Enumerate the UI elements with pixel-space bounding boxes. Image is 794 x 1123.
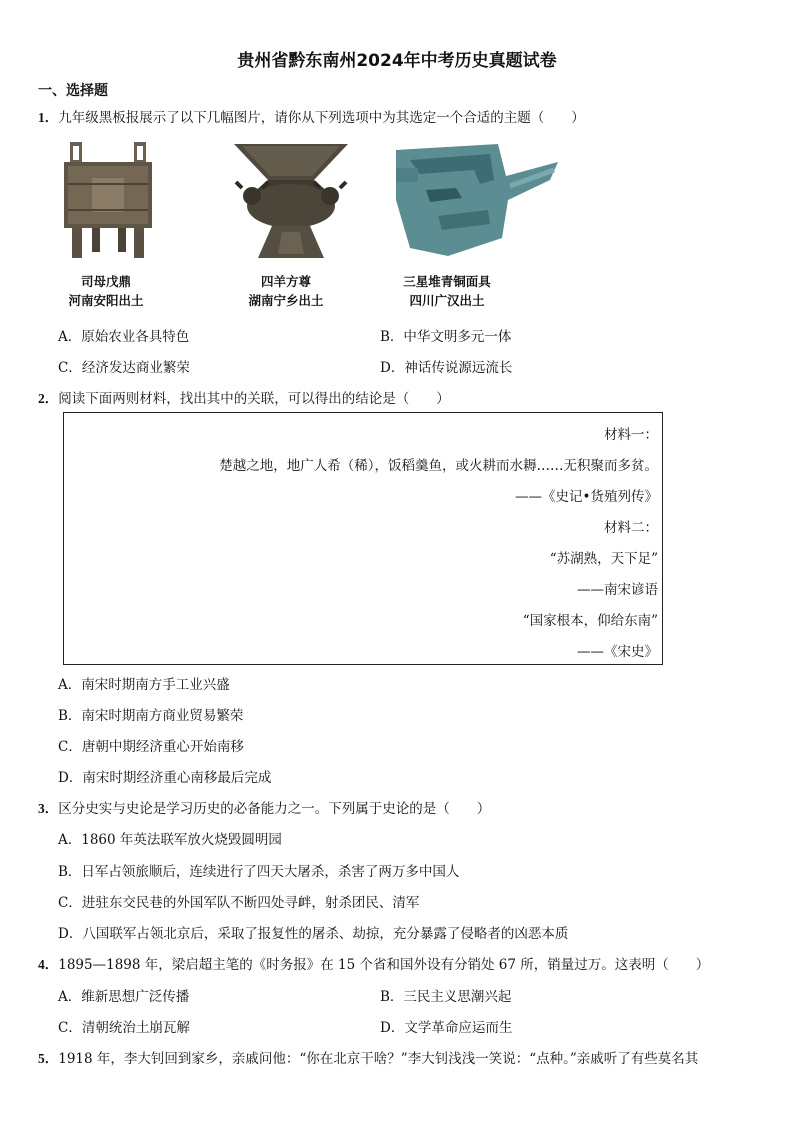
option-d[interactable]: D．八国联军占领北京后，采取了报复性的屠杀、劫掠，充分暴露了侵略者的凶恶本质 <box>58 926 569 942</box>
material-label: 材料一： <box>604 427 658 443</box>
option-d[interactable]: D．文学革命应运而生 <box>380 1020 513 1036</box>
question-number: 2． <box>38 391 59 406</box>
material-quote: “苏湖熟，天下足” <box>549 551 658 567</box>
option-c[interactable]: C．清朝统治土崩瓦解 <box>58 1020 190 1036</box>
figure-caption <box>211 272 361 310</box>
option-c[interactable]: C．唐朝中期经济重心开始南移 <box>58 739 244 755</box>
option-c[interactable]: C．经济发达商业繁荣 <box>58 360 190 376</box>
figure-name: 三星堆青铜面具 <box>403 274 491 289</box>
question-number: 4． <box>38 957 59 972</box>
option-b[interactable]: B．日军占领旅顺后，连续进行了四天大屠杀，杀害了两万多中国人 <box>58 864 460 880</box>
option-a[interactable]: A．1860 年英法联军放火烧毁圆明园 <box>58 832 282 848</box>
figure-origin: 湖南宁乡出土 <box>248 293 324 308</box>
material-quote: “国家根本，仰给东南” <box>522 613 658 629</box>
figure-origin: 四川广汉出土 <box>409 293 485 308</box>
question-text: 区分史实与史论是学习历史的必备能力之一。下列属于史论的是（ ） <box>58 801 491 817</box>
material-quote: 楚越之地，地广人希（稀），饭稻羹鱼，或火耕而水耨……无积聚而多贫。 <box>219 458 658 474</box>
bronze-mask-image <box>390 140 562 262</box>
bronze-ding-image <box>62 140 154 262</box>
option-a[interactable]: A．南宋时期南方手工业兴盛 <box>58 677 230 693</box>
option-a[interactable]: A．原始农业各具特色 <box>58 329 190 345</box>
question-1 <box>38 106 585 126</box>
material-source: ——《史记•货殖列传》 <box>515 489 658 505</box>
question-3 <box>38 797 490 817</box>
section-heading: 一、选择题 <box>38 83 108 99</box>
material-box <box>63 412 663 665</box>
figure-name: 司母戊鼎 <box>80 274 131 289</box>
material-label: 材料二： <box>604 520 658 536</box>
option-c[interactable]: C．进驻东交民巷的外国军队不断四处寻衅，射杀团民、清军 <box>58 895 420 911</box>
option-b[interactable]: B．中华文明多元一体 <box>380 329 512 345</box>
question-number: 5． <box>38 1051 59 1066</box>
page-title: 贵州省黔东南州2024年中考历史真题试卷 <box>237 51 557 71</box>
option-d[interactable]: D．神话传说源远流长 <box>380 360 513 376</box>
question-text: 阅读下面两则材料，找出其中的关联，可以得出的结论是（ ） <box>58 391 450 407</box>
question-text: 1895—1898 年，梁启超主笔的《时务报》在 15 个省和国外设有分销处 67 所，销量过万。这表明（ ） <box>58 957 710 973</box>
figure-name: 四羊方尊 <box>260 274 311 289</box>
option-a[interactable]: A．维新思想广泛传播 <box>58 989 190 1005</box>
question-2 <box>38 387 450 407</box>
figure-caption <box>372 272 522 310</box>
bronze-zun-image <box>232 140 350 262</box>
figure-origin: 河南安阳出土 <box>68 293 144 308</box>
option-b[interactable]: B．三民主义思潮兴起 <box>380 989 512 1005</box>
option-d[interactable]: D．南宋时期经济重心南移最后完成 <box>58 770 272 786</box>
figure-caption <box>31 272 181 310</box>
material-source: ——南宋谚语 <box>577 582 658 598</box>
question-4 <box>38 953 709 973</box>
option-b[interactable]: B．南宋时期南方商业贸易繁荣 <box>58 708 244 724</box>
question-5 <box>38 1047 758 1067</box>
material-source: ——《宋史》 <box>577 644 658 660</box>
question-number: 3． <box>38 801 59 816</box>
question-text: 1918 年，李大钊回到家乡，亲戚问他：“你在北京干啥？”李大钊浅浅一笑说：“点种。”亲戚听了有些莫名其 <box>58 1051 699 1067</box>
question-text: 九年级黑板报展示了以下几幅图片，请你从下列选项中为其选定一个合适的主题（ ） <box>58 110 585 126</box>
question-number: 1． <box>38 110 59 125</box>
